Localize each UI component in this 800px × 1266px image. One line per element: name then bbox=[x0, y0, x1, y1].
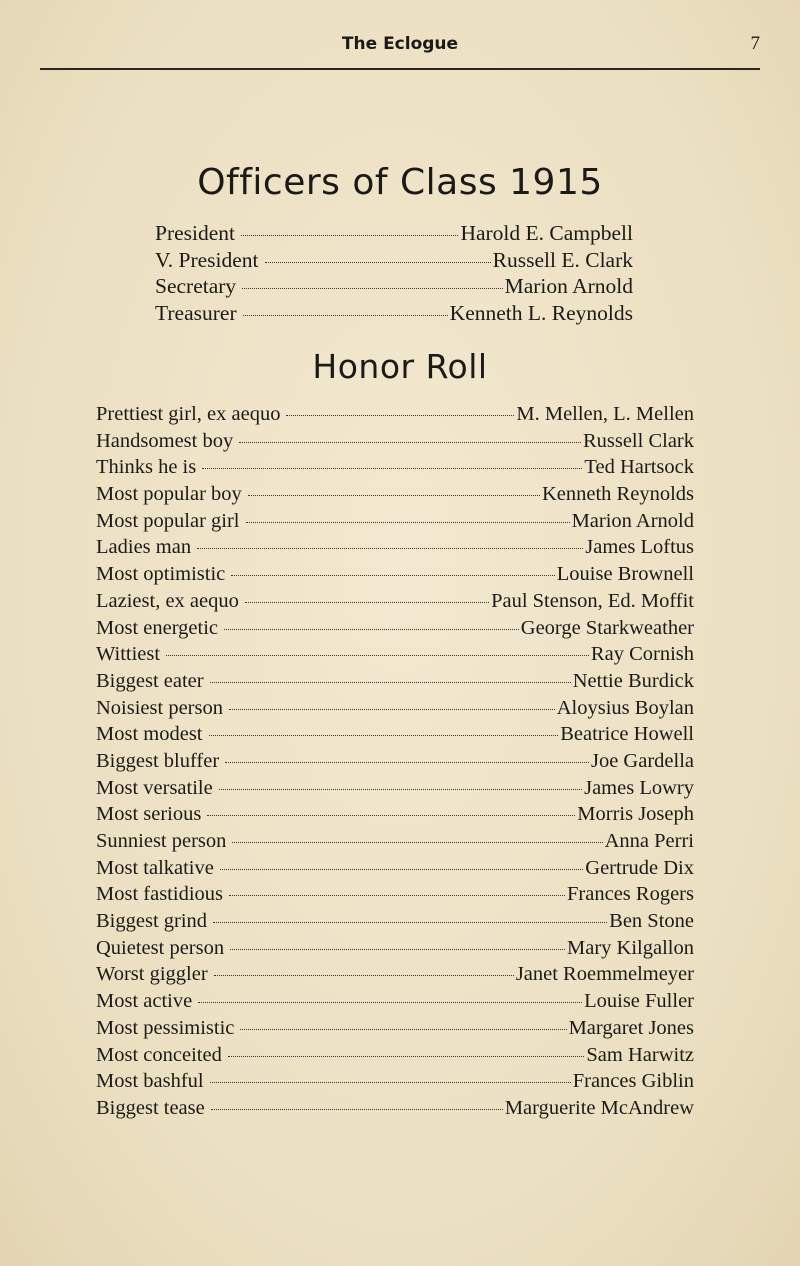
officer-role: President bbox=[155, 221, 236, 245]
honoree-name: Frances Rogers bbox=[567, 883, 694, 906]
dot-leader bbox=[224, 629, 519, 630]
officer-row bbox=[155, 301, 633, 328]
dot-leader bbox=[240, 1029, 566, 1030]
dot-leader bbox=[232, 842, 602, 843]
dot-leader bbox=[213, 922, 607, 923]
honor-category: Most modest bbox=[96, 723, 203, 746]
officers-list bbox=[155, 221, 633, 328]
officer-name: Russell E. Clark bbox=[492, 247, 633, 272]
page-header bbox=[40, 30, 760, 70]
honor-roll-row bbox=[96, 403, 694, 430]
honoree-name: James Loftus bbox=[585, 536, 694, 559]
dot-leader bbox=[210, 682, 571, 683]
dot-leader bbox=[245, 602, 489, 603]
honor-category: Most bashful bbox=[96, 1070, 204, 1093]
honor-category: Most active bbox=[96, 990, 193, 1013]
officers-heading: Officers of Class 1915 bbox=[197, 162, 603, 203]
honor-category: Most energetic bbox=[96, 616, 219, 639]
dot-leader bbox=[202, 468, 582, 469]
honor-roll-row bbox=[96, 910, 694, 937]
honor-category: Most talkative bbox=[96, 856, 214, 879]
honoree-name: Anna Perri bbox=[604, 830, 694, 852]
honor-category: Most popular boy bbox=[96, 483, 242, 506]
honor-category: Most fastidious bbox=[96, 883, 223, 906]
honor-roll-row bbox=[96, 456, 694, 483]
dot-leader bbox=[220, 869, 583, 870]
honor-roll-row bbox=[96, 1097, 694, 1124]
dot-leader bbox=[242, 288, 502, 289]
publication-title: The Eclogue bbox=[341, 34, 459, 54]
dot-leader bbox=[286, 415, 514, 416]
honoree-name: Kenneth Reynolds bbox=[541, 483, 694, 506]
honoree-name: Nettie Burdick bbox=[572, 669, 694, 692]
honoree-name: Mary Kilgallon bbox=[567, 936, 694, 959]
honoree-name: Gertrude Dix bbox=[585, 856, 694, 879]
honor-roll-row bbox=[96, 830, 694, 857]
honor-roll-row bbox=[96, 590, 694, 617]
dot-leader bbox=[211, 1109, 503, 1110]
honor-roll-row bbox=[96, 750, 694, 777]
honoree-name: George Starkweather bbox=[520, 616, 694, 639]
honoree-name: Janet Roemmelmeyer bbox=[515, 963, 694, 986]
honor-category: Most pessimistic bbox=[96, 1016, 235, 1039]
honor-category: Biggest tease bbox=[96, 1096, 205, 1119]
honor-roll-row bbox=[96, 857, 694, 884]
honor-roll-row bbox=[96, 1070, 694, 1097]
honoree-name: Russell Clark bbox=[582, 429, 694, 452]
honoree-name: Aloysius Boylan bbox=[556, 696, 694, 719]
officer-role: V. President bbox=[155, 247, 259, 272]
officer-name: Harold E. Campbell bbox=[460, 221, 633, 245]
honoree-name: Paul Stenson, Ed. Moffit bbox=[491, 589, 694, 612]
dot-leader bbox=[231, 575, 555, 576]
officer-row bbox=[155, 274, 633, 301]
honoree-name: Morris Joseph bbox=[577, 803, 694, 826]
honor-roll-row bbox=[96, 723, 694, 750]
honor-category: Handsomest boy bbox=[96, 429, 234, 452]
dot-leader bbox=[246, 522, 570, 523]
honor-category: Ladies man bbox=[96, 536, 192, 559]
honor-category: Most serious bbox=[96, 803, 202, 826]
officer-name: Kenneth L. Reynolds bbox=[449, 301, 633, 326]
dot-leader bbox=[198, 1002, 582, 1003]
honor-roll-row bbox=[96, 510, 694, 537]
honor-roll-row bbox=[96, 483, 694, 510]
honor-roll-row bbox=[96, 777, 694, 804]
honor-roll-row bbox=[96, 963, 694, 990]
honoree-name: M. Mellen, L. Mellen bbox=[516, 403, 694, 425]
honor-roll-row bbox=[96, 430, 694, 457]
dot-leader bbox=[248, 495, 540, 496]
honor-category: Thinks he is bbox=[96, 456, 197, 479]
honor-category: Most versatile bbox=[96, 776, 213, 799]
honor-roll-row bbox=[96, 563, 694, 590]
dot-leader bbox=[207, 815, 575, 816]
honor-roll-row bbox=[96, 643, 694, 670]
dot-leader bbox=[243, 315, 448, 316]
honor-category: Sunniest person bbox=[96, 830, 227, 852]
honoree-name: Marion Arnold bbox=[571, 509, 694, 532]
honor-category: Noisiest person bbox=[96, 696, 223, 719]
honoree-name: Ben Stone bbox=[609, 910, 694, 933]
dot-leader bbox=[241, 235, 458, 236]
honoree-name: Margaret Jones bbox=[568, 1016, 694, 1039]
honoree-name: Frances Giblin bbox=[572, 1070, 694, 1093]
honor-category: Laziest, ex aequo bbox=[96, 589, 239, 612]
honoree-name: Louise Brownell bbox=[556, 563, 694, 586]
dot-leader bbox=[229, 895, 565, 896]
honoree-name: James Lowry bbox=[584, 776, 694, 799]
honoree-name: Louise Fuller bbox=[584, 990, 694, 1013]
honor-roll-row bbox=[96, 536, 694, 563]
dot-leader bbox=[230, 949, 565, 950]
dot-leader bbox=[209, 735, 559, 736]
dot-leader bbox=[239, 442, 581, 443]
honoree-name: Joe Gardella bbox=[590, 749, 694, 772]
honor-roll-row bbox=[96, 1017, 694, 1044]
honoree-name: Marguerite McAndrew bbox=[504, 1096, 694, 1119]
dot-leader bbox=[219, 789, 582, 790]
honor-roll-row bbox=[96, 1044, 694, 1071]
dot-leader bbox=[214, 975, 514, 976]
dot-leader bbox=[197, 548, 583, 549]
honor-roll-list bbox=[96, 403, 694, 1124]
honor-category: Biggest eater bbox=[96, 669, 204, 692]
honor-category: Biggest grind bbox=[96, 910, 208, 933]
honor-category: Quietest person bbox=[96, 936, 225, 959]
officer-role: Secretary bbox=[155, 274, 237, 299]
honor-category: Most optimistic bbox=[96, 563, 226, 586]
honor-roll-heading: Honor Roll bbox=[312, 347, 488, 386]
honor-roll-row bbox=[96, 617, 694, 644]
honor-roll-row bbox=[96, 697, 694, 724]
dot-leader bbox=[166, 655, 589, 656]
honor-roll-row bbox=[96, 990, 694, 1017]
honor-category: Most conceited bbox=[96, 1043, 222, 1066]
honor-category: Prettiest girl, ex aequo bbox=[96, 403, 281, 425]
honor-category: Biggest bluffer bbox=[96, 749, 220, 772]
honoree-name: Ray Cornish bbox=[590, 643, 694, 666]
dot-leader bbox=[228, 1056, 585, 1057]
dot-leader bbox=[265, 262, 491, 263]
honor-category: Wittiest bbox=[96, 643, 161, 666]
honoree-name: Sam Harwitz bbox=[586, 1043, 694, 1066]
honoree-name: Ted Hartsock bbox=[584, 456, 694, 479]
honor-roll-row bbox=[96, 937, 694, 964]
officer-row bbox=[155, 221, 633, 248]
honor-category: Most popular girl bbox=[96, 509, 240, 532]
officer-role: Treasurer bbox=[155, 301, 237, 326]
dot-leader bbox=[225, 762, 589, 763]
honor-category: Worst giggler bbox=[96, 963, 208, 986]
page-number: 7 bbox=[750, 33, 760, 54]
honor-roll-row bbox=[96, 803, 694, 830]
honor-roll-row bbox=[96, 670, 694, 697]
officer-name: Marion Arnold bbox=[504, 274, 633, 299]
dot-leader bbox=[210, 1082, 571, 1083]
honoree-name: Beatrice Howell bbox=[560, 723, 694, 746]
officer-row bbox=[155, 248, 633, 275]
dot-leader bbox=[229, 709, 555, 710]
honor-roll-row bbox=[96, 883, 694, 910]
